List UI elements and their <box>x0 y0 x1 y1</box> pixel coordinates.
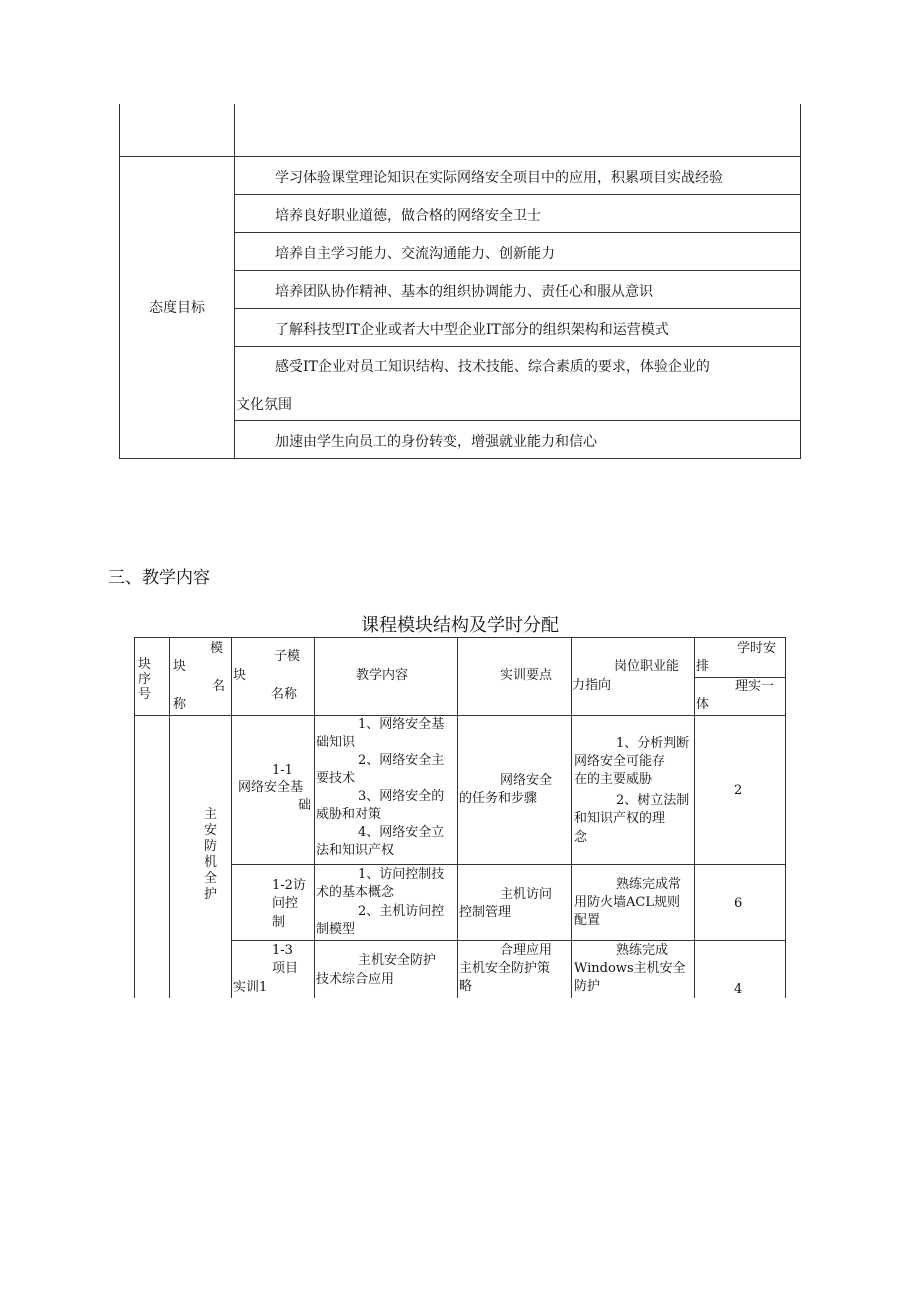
section-heading: 三、教学内容 <box>108 568 210 588</box>
col-line <box>231 637 232 998</box>
hours-value: 4 <box>734 982 743 997</box>
row-line <box>694 677 785 678</box>
training-line: 网络安全 <box>500 773 553 788</box>
attitude-item: 培养团队协作精神、基本的组织协调能力、责任心和服从意识 <box>275 284 653 300</box>
header-text: 学时安 <box>737 641 777 656</box>
sub-module: 制 <box>272 915 286 930</box>
attitude-item: 培养良好职业道德，做合格的网络安全卫士 <box>275 208 541 224</box>
hours-value: 2 <box>734 783 743 798</box>
col-line <box>314 637 315 998</box>
row-line <box>134 637 786 638</box>
module-table <box>134 637 786 998</box>
content-line: 2、主机访问控 <box>358 904 445 919</box>
header-text: 块 <box>233 668 247 683</box>
ability-line: 熟练完成 <box>616 943 669 958</box>
content-line: 础知识 <box>316 735 356 750</box>
ability-line: 网络安全可能存 <box>574 754 666 769</box>
header-text: 名 <box>212 679 226 694</box>
header-text: 岗位职业能 <box>614 659 680 674</box>
sub-module: 问控 <box>272 896 299 911</box>
header-text: 子模 <box>274 649 301 664</box>
header-text: 教学内容 <box>356 668 409 683</box>
header-text: 理实一 <box>735 679 775 694</box>
sub-module: 础 <box>298 798 312 813</box>
row-divider <box>234 346 800 347</box>
attitude-item: 加速由学生向员工的身份转变，增强就业能力和信心 <box>275 434 597 450</box>
content-line: 威胁和对策 <box>316 807 382 822</box>
attitude-table <box>119 104 801 459</box>
ability-line: 和知识产权的理 <box>574 811 666 826</box>
content-line: 术的基本概念 <box>316 885 395 900</box>
ability-line: Windows主机安全 <box>574 961 686 976</box>
sub-module: 实训1 <box>233 980 268 995</box>
content-line: 技术综合应用 <box>316 972 395 987</box>
content-line: 4、网络安全立 <box>358 825 445 840</box>
row-divider <box>234 232 800 233</box>
row-line <box>231 940 786 941</box>
sub-module: 1-1 <box>272 763 293 778</box>
training-line: 的任务和步骤 <box>459 791 538 806</box>
col-line <box>694 637 695 998</box>
attitude-label: 态度目标 <box>149 300 205 316</box>
attitude-item: 了解科技型IT企业或者大中型企业IT部分的组织架构和运营模式 <box>275 322 669 338</box>
content-line: 1、网络安全基 <box>358 717 445 732</box>
training-line: 控制管理 <box>459 905 512 920</box>
header-text: 体 <box>696 697 710 712</box>
col-line <box>134 637 135 998</box>
content-line: 主机安全防护 <box>358 953 437 968</box>
content-line: 法和知识产权 <box>316 843 395 858</box>
module-char: 护 <box>204 887 218 902</box>
table-divider <box>234 104 235 458</box>
hours-value: 6 <box>734 896 743 911</box>
attitude-item: 学习体验课堂理论知识在实际网络安全项目中的应用，积累项目实战经验 <box>275 170 723 186</box>
content-line: 制模型 <box>316 922 356 937</box>
ability-line: 熟练完成常 <box>616 877 682 892</box>
header-text: 序 <box>138 672 152 687</box>
ability-line: 防护 <box>574 979 601 994</box>
sub-module: 1-2访 <box>272 878 306 893</box>
table-title: 课程模块结构及学时分配 <box>361 615 559 636</box>
module-char: 主 <box>204 807 218 822</box>
row-divider <box>234 194 800 195</box>
row-divider <box>120 156 800 157</box>
ability-line: 配置 <box>574 913 601 928</box>
col-line <box>785 637 786 998</box>
header-text: 块 <box>138 657 152 672</box>
attitude-item: 感受IT企业对员工知识结构、技术技能、综合素质的要求，体验企业的 <box>275 359 710 375</box>
header-text: 称 <box>173 697 187 712</box>
module-char: 全 <box>204 871 218 886</box>
content-line: 2、网络安全主 <box>358 753 445 768</box>
col-line <box>169 637 170 998</box>
ability-line: 用防火墙ACL规则 <box>574 895 680 910</box>
training-line: 略 <box>459 979 473 994</box>
ability-line: 1、分析判断 <box>616 736 690 751</box>
row-divider <box>234 270 800 271</box>
sub-module: 1-3 <box>272 943 293 958</box>
header-col1 <box>138 657 154 702</box>
attitude-item: 文化氛围 <box>236 397 292 413</box>
content-line: 要技术 <box>316 771 356 786</box>
module-char: 机 <box>204 855 218 870</box>
module-char: 防 <box>204 839 218 854</box>
header-text: 块 <box>173 659 187 674</box>
content-line: 1、访问控制技 <box>358 867 445 882</box>
col-line <box>457 637 458 998</box>
content-line: 3、网络安全的 <box>358 789 445 804</box>
row-divider <box>234 420 800 421</box>
module-name <box>204 807 220 903</box>
row-line <box>231 864 786 865</box>
training-line: 主机安全防护策 <box>459 961 551 976</box>
header-text: 名称 <box>271 687 298 702</box>
ability-line: 念 <box>574 830 588 845</box>
header-text: 实训要点 <box>500 668 553 683</box>
header-text: 力指向 <box>572 678 612 693</box>
training-line: 主机访问 <box>500 887 553 902</box>
ability-line: 2、树立法制 <box>616 793 690 808</box>
header-text: 排 <box>696 659 710 674</box>
sub-module: 项目 <box>272 961 299 976</box>
ability-line: 在的主要威胁 <box>574 772 653 787</box>
training-line: 合理应用 <box>500 943 553 958</box>
sub-module: 网络安全基 <box>238 780 304 795</box>
attitude-item: 培养自主学习能力、交流沟通能力、创新能力 <box>275 246 555 262</box>
header-text: 模 <box>210 641 224 656</box>
module-char: 安 <box>204 823 218 838</box>
row-divider <box>234 308 800 309</box>
row-line <box>134 715 786 716</box>
header-text: 号 <box>138 687 152 702</box>
